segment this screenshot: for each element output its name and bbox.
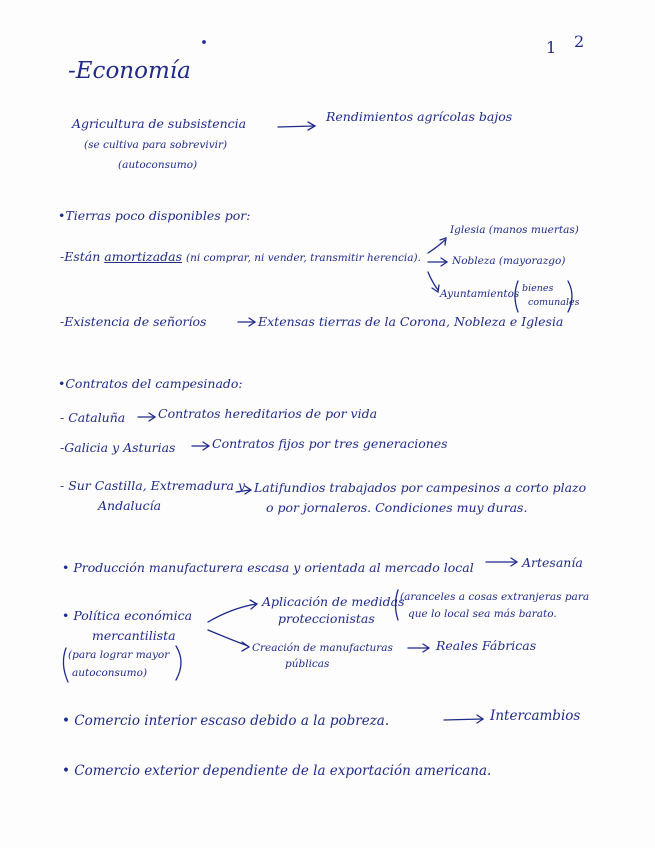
page-number: 2 [574, 32, 585, 51]
arrow-icon [428, 272, 439, 292]
arrow-icon [192, 442, 209, 450]
aranceles-line-2: que lo local sea más barato. [408, 608, 557, 620]
agricultura-note-2: (autoconsumo) [118, 159, 198, 171]
branch-iglesia: Iglesia (manos muertas) [450, 224, 579, 236]
politica-line-2: mercantilista [92, 628, 176, 643]
galicia-result: Contratos fijos por tres generaciones [212, 436, 448, 451]
aplicacion-line-2: proteccionistas [278, 611, 375, 626]
aranceles-line-1: (aranceles a cosas extranjeras para [400, 591, 590, 603]
cataluna-label: - Cataluña [60, 410, 126, 425]
senorios-label: -Existencia de señoríos [60, 314, 207, 329]
senorios-result: Extensas tierras de la Corona, Nobleza e Iglesia [258, 314, 564, 329]
tierras-heading: •Tierras poco disponibles por: [58, 208, 251, 223]
contratos-heading: •Contratos del campesinado: [58, 376, 243, 391]
arrow-icon [428, 238, 446, 253]
bienes-line-1: bienes [522, 283, 554, 294]
paren-left [515, 281, 518, 312]
sur-result-1: Latifundios trabajados por campesinos a corto plazo [254, 480, 587, 495]
paren-left [63, 648, 68, 682]
politica-paren-2: autoconsumo) [72, 667, 148, 679]
bienes-line-2: comunales [528, 297, 580, 308]
comercio-exterior-text: • Comercio exterior dependiente de la exportación americana. [62, 763, 492, 779]
agricultura-label: Agricultura de subsistencia [72, 116, 247, 131]
arrow-icon [278, 122, 315, 130]
ink-dot [203, 41, 205, 43]
arrow-icon [238, 318, 255, 326]
politica-paren-1: (para lograr mayor [68, 649, 170, 661]
arrow-icon [428, 258, 447, 266]
paren-left [396, 590, 399, 620]
arrow-icon [444, 715, 483, 723]
agricultura-result: Rendimientos agrícolas bajos [326, 109, 513, 124]
paren-right [568, 281, 572, 312]
creacion-line-1: Creación de manufacturas [252, 642, 393, 654]
arrow-icon [138, 413, 155, 421]
arrow-icon [208, 630, 249, 651]
comercio-interior-result: Intercambios [490, 708, 581, 724]
amortizadas-post: (ni comprar, ni vender, transmitir herencia). [186, 252, 421, 264]
cataluna-result: Contratos hereditarios de por vida [158, 406, 378, 421]
produccion-text: • Producción manufacturera escasa y orientada al mercado local [62, 560, 474, 575]
amortizadas-word: amortizadas [104, 249, 183, 264]
arrow-icon [408, 644, 429, 652]
paren-right [176, 646, 181, 680]
branch-ayuntamientos: Ayuntamientos [440, 288, 520, 300]
amortizadas-pre: -Están [60, 249, 101, 264]
sur-result-2: o por jornaleros. Condiciones muy duras. [266, 500, 528, 515]
arrow-icon [208, 600, 257, 622]
politica-line-1: • Política económica [62, 608, 193, 623]
reales-fabricas: Reales Fábricas [436, 638, 537, 653]
sur-label-2: Andalucía [98, 498, 162, 513]
comercio-interior-text: • Comercio interior escaso debido a la pobreza. [62, 713, 390, 729]
page-title: -Economía [68, 58, 191, 84]
page-mark: 1 [546, 38, 557, 57]
creacion-line-2: públicas [285, 658, 330, 670]
agricultura-note-1: (se cultiva para sobrevivir) [84, 139, 228, 151]
arrow-icon [486, 558, 517, 566]
galicia-label: -Galicia y Asturias [60, 440, 176, 455]
arrow-icon [236, 486, 251, 494]
branch-nobleza: Nobleza (mayorazgo) [452, 255, 566, 267]
aplicacion-line-1: Aplicación de medidas [262, 594, 405, 609]
produccion-result: Artesanía [522, 555, 583, 570]
sur-label-1: - Sur Castilla, Extremadura y [60, 478, 245, 493]
